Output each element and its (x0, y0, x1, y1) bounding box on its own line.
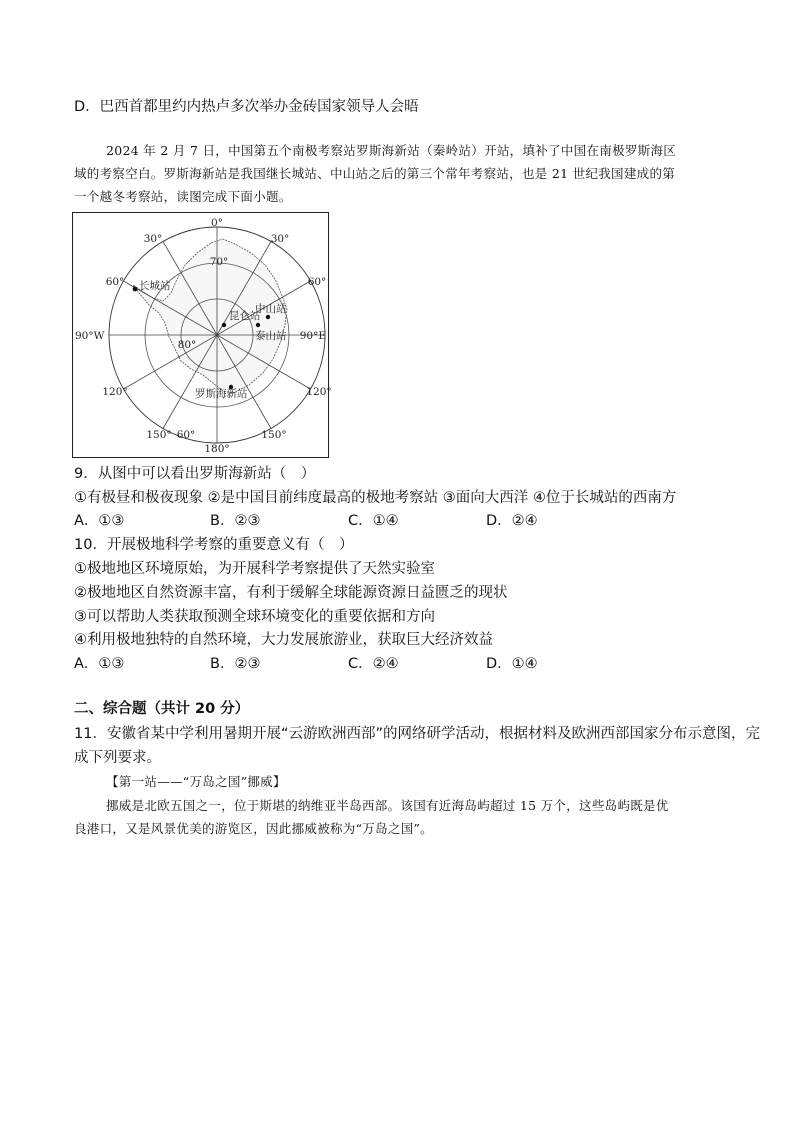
option-d: D．巴西首都里约内热卢多次举办金砖国家领导人会晤 (74, 99, 419, 115)
q10-stem: 10．开展极地科学考察的重要意义有（ ） (74, 537, 354, 553)
q11-line-1: 11．安徽省某中学利用暑期开展“云游欧洲西部”的网络研学活动，根据材料及欧洲西部国家分布示意图，完 (74, 726, 760, 742)
q10-option-a[interactable]: A．①③ (74, 656, 125, 672)
lon-150w-label: 150° (146, 429, 172, 441)
passage-line-1: 2024 年 2 月 7 日，中国第五个南极考察站罗斯海新站（秦岭站）开站，填补了中国在南极罗斯海区 (106, 143, 677, 158)
antarctica-map (72, 212, 332, 458)
passage-line-3: 一个越冬考察站，读图完成下面小题。 (74, 189, 292, 204)
luosihai-station-label: 罗斯海新站 (195, 388, 248, 400)
taishan-station-label: 泰山站 (255, 330, 287, 342)
lon-180-label: 180° (204, 443, 230, 455)
q10-statement-2: ②极地地区自然资源丰富，有利于缓解全球能源资源日益匮乏的现状 (74, 585, 508, 601)
lon-60w-label: 60° (105, 276, 125, 288)
q10-option-c[interactable]: C．②④ (348, 656, 399, 672)
lon-90e-label: 90°E (299, 330, 326, 342)
section-2-title: 二、综合题（共计 20 分） (74, 701, 250, 717)
lon-30e-label: 30° (270, 233, 290, 245)
q9-option-d[interactable]: D．②④ (486, 513, 538, 529)
lon-30w-label: 30° (143, 233, 163, 245)
q10-option-b[interactable]: B．②③ (210, 656, 261, 672)
lon-60e-label: 60° (307, 276, 327, 288)
q10-statement-1: ①极地地区环境原始，为开展科学考察提供了天然实验室 (74, 561, 435, 577)
lon-0-label: 0° (211, 217, 223, 229)
kunlun-station-label: 昆仑站 (229, 310, 261, 322)
q11-text-1: 挪威是北欧五国之一，位于斯堪的纳维亚半岛西部。该国有近海岛屿超过 15 万个，这些岛屿既是优 (106, 798, 669, 813)
changcheng-station-label: 长城站 (139, 280, 171, 292)
antarctica-map-svg (73, 213, 332, 457)
lat-80-label: 80° (177, 339, 197, 351)
q11-station-title: 【第一站——“万岛之国”挪威】 (106, 774, 286, 789)
lon-120e-label: 120° (306, 386, 332, 398)
q9-option-a[interactable]: A．①③ (74, 513, 125, 529)
q10-statement-4: ④利用极地独特的自然环境，大力发展旅游业，获取巨大经济效益 (74, 632, 493, 648)
lat-70-label: 70° (209, 256, 229, 268)
lat-60-label: 60° (176, 429, 196, 441)
kunlun-station-dot (222, 323, 226, 327)
passage-line-2: 域的考察空白。罗斯海新站是我国继长城站、中山站之后的第三个常年考察站，也是 21 世纪我国建成的第 (74, 166, 676, 181)
zhongshan-station-dot (266, 315, 270, 319)
taishan-station-dot (256, 323, 260, 327)
q11-line-2: 成下列要求。 (74, 750, 161, 766)
q9-option-b[interactable]: B．②③ (210, 513, 261, 529)
changcheng-station-dot (133, 287, 138, 292)
q10-statement-3: ③可以帮助人类获取预测全球环境变化的重要依据和方向 (74, 609, 435, 625)
lon-120w-label: 120° (102, 386, 128, 398)
q9-stem: 9．从图中可以看出罗斯海新站（ ） (74, 466, 316, 482)
q10-option-d[interactable]: D．①④ (486, 656, 538, 672)
lon-90w-label: 90°W (75, 330, 105, 342)
q11-text-2: 良港口，又是风景优美的游览区，因此挪威被称为“万岛之国”。 (74, 821, 433, 836)
q9-option-c[interactable]: C．①④ (348, 513, 399, 529)
lon-150e-label: 150° (261, 429, 287, 441)
q9-statements: ①有极昼和极夜现象 ②是中国目前纬度最高的极地考察站 ③面向大西洋 ④位于长城站的西南方 (74, 490, 677, 506)
zhongshan-station-label: 中山站 (255, 303, 287, 315)
